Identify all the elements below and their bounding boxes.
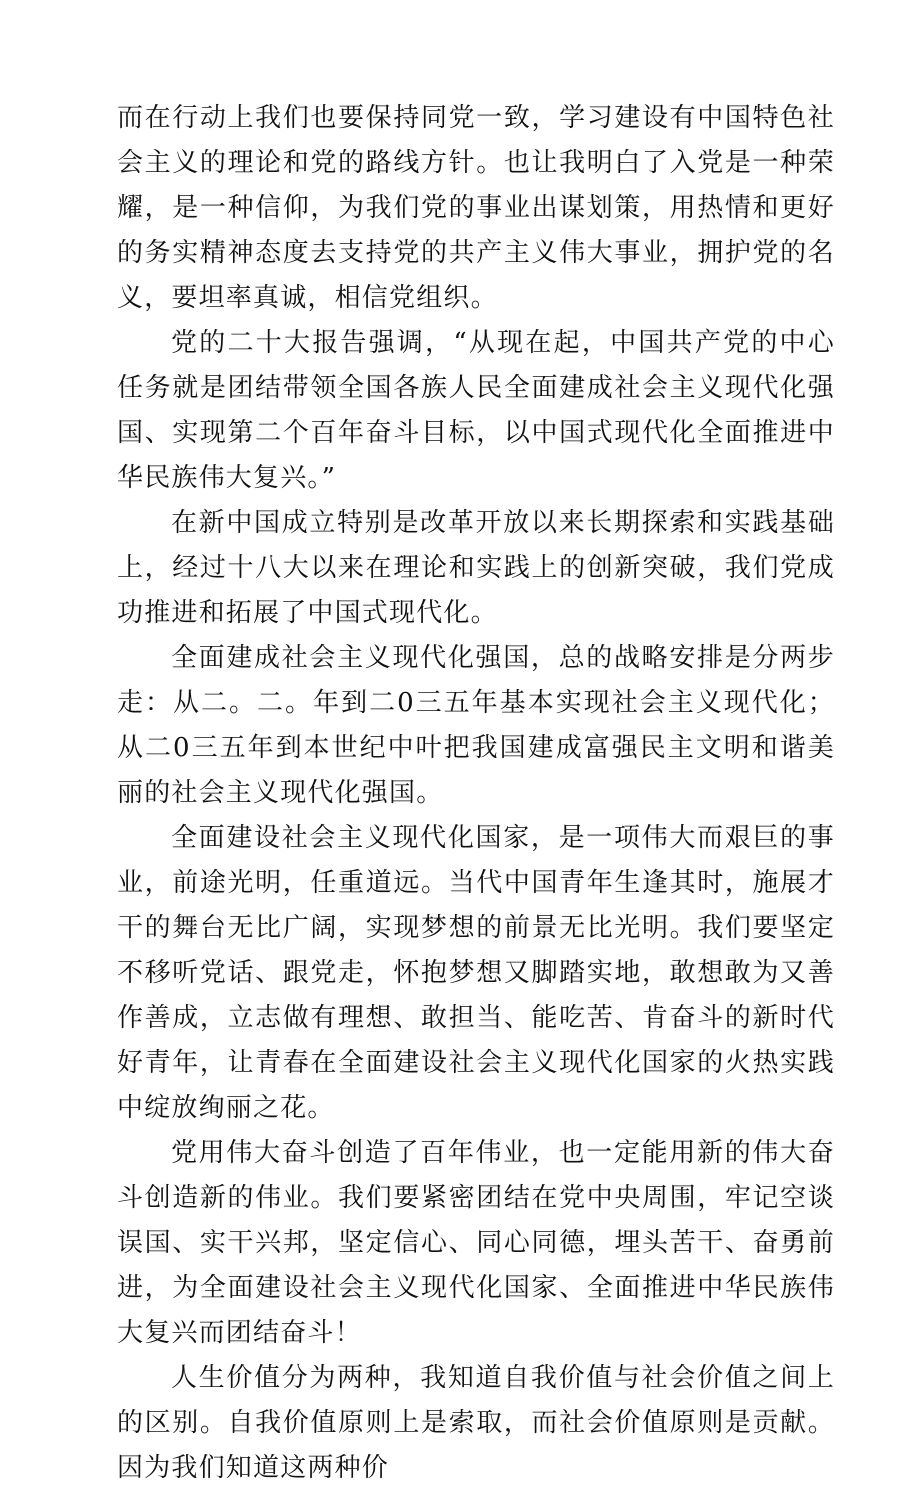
- paragraph-continuation: 而在行动上我们也要保持同党一致，学习建设有中国特色社会主义的理论和党的路线方针。也让我明白了入党是一种荣耀，是一种信仰，为我们党的事业出谋划策，用热情和更好的务实精神态度去支持党的共产主义伟大事业，拥护党的名义，要坦率真诚，相信党组织。: [117, 103, 835, 313]
- paragraph: 全面建设社会主义现代化国家，是一项伟大而艰巨的事业，前途光明，任重道远。当代中国青年生逢其时，施展才干的舞台无比广阔，实现梦想的前景无比光明。我们要坚定不移听党话、跟党走，怀抱梦想又脚踏实地，敢想敢为又善作善成，立志做有理想、敢担当、能吃苦、肯奋斗的新时代好青年，让青春在全面建设社会主义现代化国家的火热实践中绽放绚丽之花。: [117, 823, 835, 1123]
- document-body: [117, 96, 835, 1491]
- paragraph: 在新中国成立特别是改革开放以来长期探索和实践基础上，经过十八大以来在理论和实践上的创新突破，我们党成功推进和拓展了中国式现代化。: [117, 508, 835, 628]
- paragraph: 党的二十大报告强调，“从现在起，中国共产党的中心任务就是团结带领全国各族人民全面建成社会主义现代化强国、实现第二个百年奋斗目标，以中国式现代化全面推进中华民族伟大复兴。”: [117, 328, 835, 493]
- paragraph: 全面建成社会主义现代化强国，总的战略安排是分两步走：从二。二。年到二0三五年基本实现社会主义现代化；从二0三五年到本世纪中叶把我国建成富强民主文明和谐美丽的社会主义现代化强国。: [117, 643, 835, 808]
- paragraph: 人生价值分为两种，我知道自我价值与社会价值之间上的区别。自我价值原则上是索取，而社会价值原则是贡献。因为我们知道这两种价: [117, 1363, 835, 1483]
- paragraph: 党用伟大奋斗创造了百年伟业，也一定能用新的伟大奋斗创造新的伟业。我们要紧密团结在党中央周围，牢记空谈误国、实干兴邦，坚定信心、同心同德，埋头苦干、奋勇前进，为全面建设社会主义现代化国家、全面推进中华民族伟大复兴而团结奋斗！: [117, 1138, 835, 1348]
